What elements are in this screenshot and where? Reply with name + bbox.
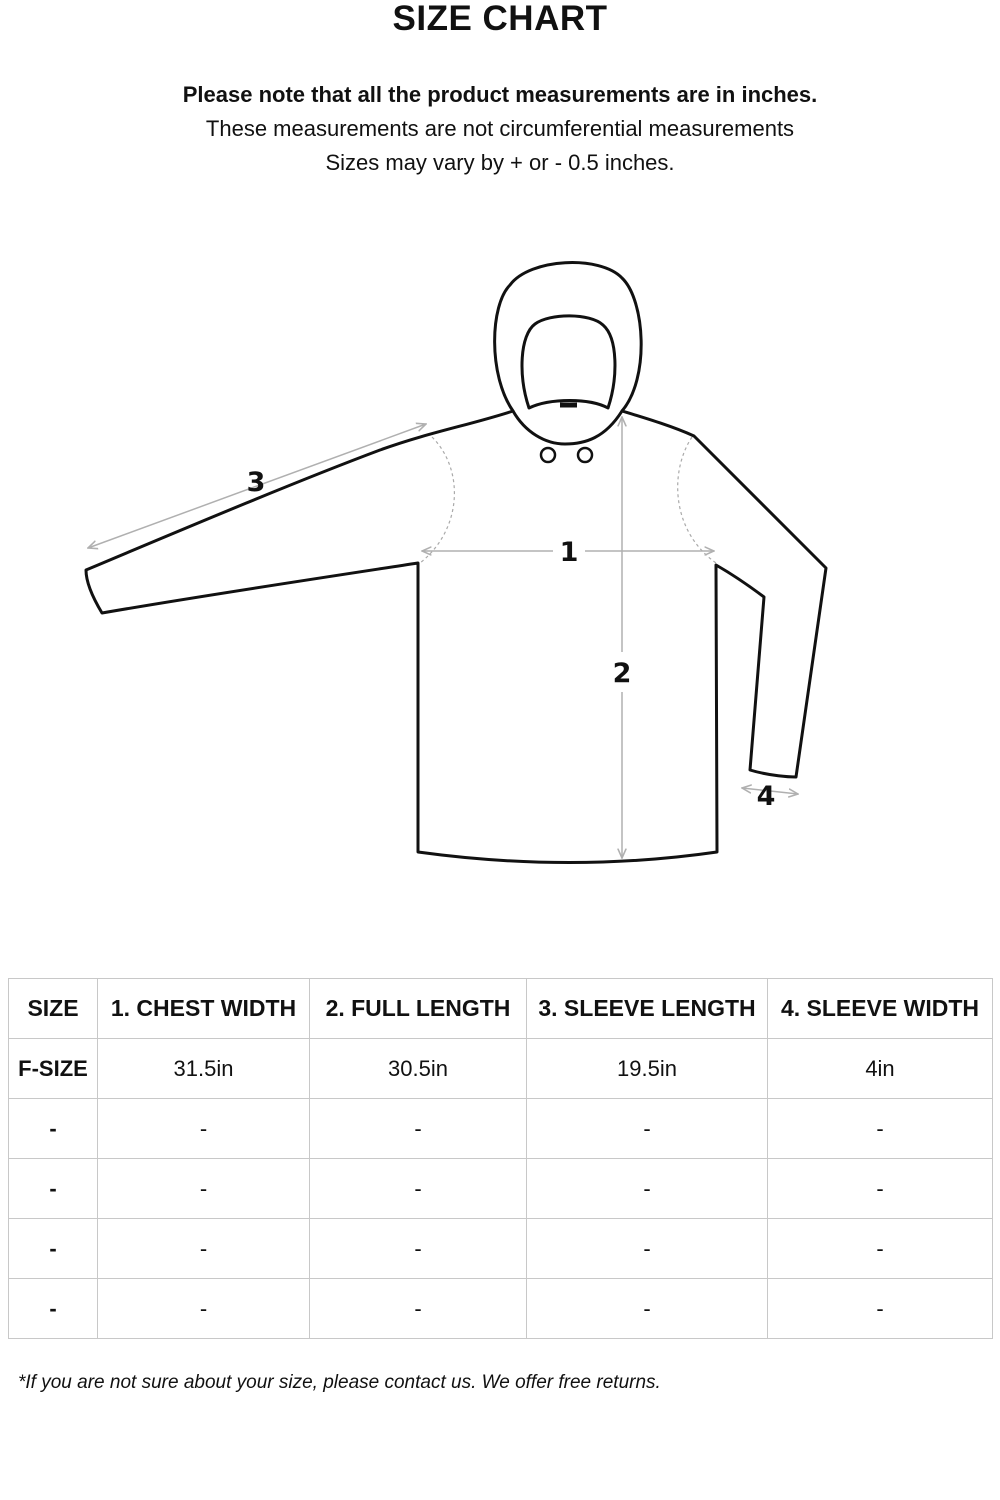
table-row	[9, 1279, 993, 1339]
cell-sleeve-width: -	[768, 1159, 993, 1219]
cell-chest-width: -	[98, 1099, 310, 1159]
cell-chest-width: -	[98, 1219, 310, 1279]
hoodie-hood	[495, 263, 642, 444]
table-row	[9, 1159, 993, 1219]
cell-full-length: -	[310, 1219, 527, 1279]
table-row	[9, 1099, 993, 1159]
cell-sleeve-width: -	[768, 1279, 993, 1339]
note-inches: Please note that all the product measurements are in inches.	[182, 82, 818, 107]
header-sleeve-width: 4. SLEEVE WIDTH	[768, 979, 993, 1039]
right-armhole-seam	[678, 437, 716, 563]
cell-full-length: -	[310, 1159, 527, 1219]
label-sleeve-length: 3	[246, 467, 266, 498]
drawstring-left	[541, 448, 555, 462]
label-length: 2	[612, 658, 632, 689]
cell-size: -	[9, 1279, 98, 1339]
hoodie-face-opening	[522, 316, 615, 408]
cell-sleeve-length: -	[527, 1099, 768, 1159]
cell-sleeve-length: -	[527, 1219, 768, 1279]
header-chest-width: 1. CHEST WIDTH	[98, 979, 310, 1039]
cell-full-length: -	[310, 1279, 527, 1339]
hoodie-body-left-sleeve	[86, 411, 826, 863]
left-armhole-seam	[420, 437, 454, 563]
cell-sleeve-width: -	[768, 1099, 993, 1159]
cell-size: -	[9, 1219, 98, 1279]
page-title: SIZE CHART	[392, 0, 608, 38]
measurement-notes	[0, 78, 1000, 180]
header-full-length: 2. FULL LENGTH	[310, 979, 527, 1039]
cell-chest-width: -	[98, 1159, 310, 1219]
cell-chest-width: 31.5in	[98, 1039, 310, 1099]
cell-sleeve-length: 19.5in	[527, 1039, 768, 1099]
table-row	[9, 1039, 993, 1099]
cell-sleeve-width: 4in	[768, 1039, 993, 1099]
header-sleeve-length: 3. SLEEVE LENGTH	[527, 979, 768, 1039]
label-chest: 1	[559, 537, 579, 568]
table-header-row	[9, 979, 993, 1039]
footnote: *If you are not sure about your size, please contact us. We offer free returns.	[18, 1372, 661, 1393]
cell-chest-width: -	[98, 1279, 310, 1339]
size-table	[8, 978, 993, 1339]
cell-full-length: -	[310, 1099, 527, 1159]
note-variance: Sizes may vary by + or - 0.5 inches.	[325, 150, 675, 175]
note-circumferential: These measurements are not circumferential measurements	[205, 116, 795, 141]
label-sleeve-width: 4	[756, 781, 776, 812]
header-size: SIZE	[9, 979, 98, 1039]
drawstring-right	[578, 448, 592, 462]
cell-sleeve-width: -	[768, 1219, 993, 1279]
cell-size: -	[9, 1159, 98, 1219]
cell-size: F-SIZE	[9, 1039, 98, 1099]
hoodie-diagram	[0, 240, 1000, 880]
cell-sleeve-length: -	[527, 1159, 768, 1219]
cell-sleeve-length: -	[527, 1279, 768, 1339]
cell-full-length: 30.5in	[310, 1039, 527, 1099]
table-row	[9, 1219, 993, 1279]
cell-size: -	[9, 1099, 98, 1159]
